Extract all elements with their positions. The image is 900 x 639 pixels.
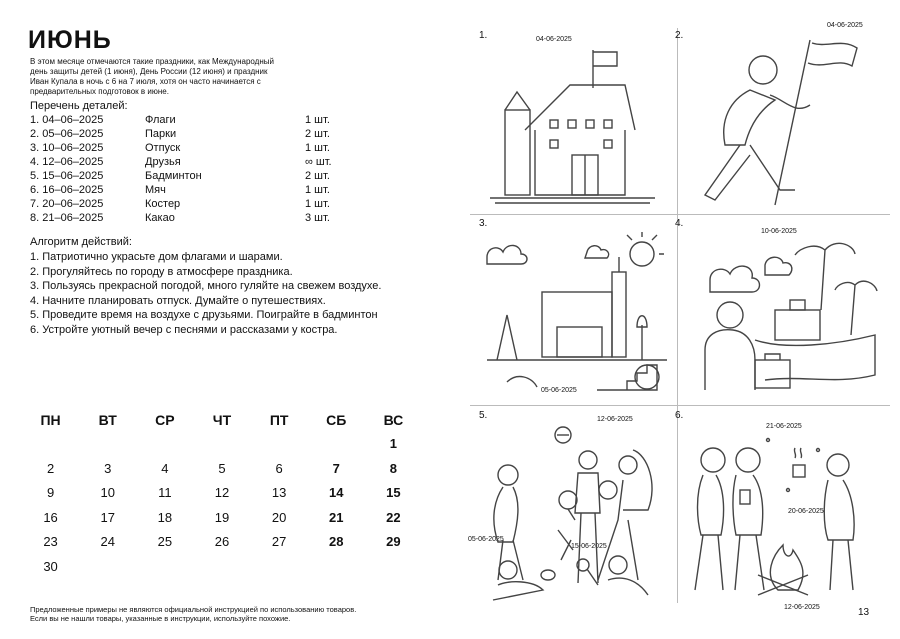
badminton-friends-illustration xyxy=(483,425,673,603)
part-number: 7. 20–06–2025 xyxy=(30,198,104,210)
calendar-day: 7 xyxy=(332,460,340,476)
calendar-day xyxy=(136,555,193,580)
calendar-day: 18 xyxy=(157,509,173,525)
date-label: 12-06-2025 xyxy=(784,604,820,611)
steps-list xyxy=(30,250,381,337)
hiker-with-flag-illustration xyxy=(695,35,875,210)
part-number: 8. 21–06–2025 xyxy=(30,212,104,224)
panel-number: 1. xyxy=(479,30,488,41)
month-intro: В этом месяце отмечаются такие праздники, как Международный день защиты детей (1 июня), День России (12 июня) и праздник Иван Купала в ночь с 6 на 7 июля, хотя он часто начинается с предварительных подготовок в июне. xyxy=(30,57,274,96)
calendar-day: 2 xyxy=(46,460,55,476)
calendar-day xyxy=(251,555,308,580)
weekday-label: ЧТ xyxy=(212,412,232,428)
house-with-flag-illustration xyxy=(490,40,660,210)
step-item: 1. Патриотично украсьте дом флагами и шарами. xyxy=(30,251,283,263)
calendar-day: 9 xyxy=(46,485,55,500)
calendar-day: 14 xyxy=(329,485,344,500)
parts-row xyxy=(30,156,370,170)
part-qty: 2 шт. xyxy=(305,128,330,140)
parts-row xyxy=(30,184,370,198)
parts-row xyxy=(30,128,370,142)
panel-divider-horizontal xyxy=(470,214,890,215)
calendar-week xyxy=(22,457,422,482)
calendar-day: 26 xyxy=(214,534,230,549)
vacation-planning-illustration xyxy=(695,240,880,400)
footer-line: Предложенные примеры не являются официальной инструкцией по использованию товаров. xyxy=(30,605,357,614)
part-name: Бадминтон xyxy=(145,170,202,182)
part-name: Отпуск xyxy=(145,142,181,154)
calendar-day: 5 xyxy=(218,460,226,476)
footer-note xyxy=(30,605,356,623)
calendar-day: 19 xyxy=(214,509,230,525)
date-label: 04-06-2025 xyxy=(536,36,572,43)
part-number: 4. 12–06–2025 xyxy=(30,156,104,168)
calendar-day xyxy=(136,432,193,457)
date-label: 04-06-2025 xyxy=(827,22,863,29)
calendar-day xyxy=(365,555,422,580)
calendar-day: 15 xyxy=(386,485,401,500)
panel-number: 5. xyxy=(479,410,488,421)
date-label: 10-06-2025 xyxy=(761,228,797,235)
part-name: Костер xyxy=(145,198,181,210)
part-qty: 1 шт. xyxy=(305,184,330,196)
calendar-day: 29 xyxy=(386,534,401,549)
date-label: 05-06-2025 xyxy=(468,536,504,543)
part-qty: 1 шт. xyxy=(305,142,330,154)
calendar-day: 10 xyxy=(100,485,115,500)
footer-line: Если вы не нашли товары, указанные в инструкции, используйте похожие. xyxy=(30,614,291,623)
calendar-day: 6 xyxy=(275,460,283,476)
calendar-day: 27 xyxy=(271,534,287,549)
parts-list xyxy=(30,114,370,226)
panel-number: 6. xyxy=(675,410,684,421)
step-item: 6. Устройте уютный вечер с песнями и рассказами у костра. xyxy=(30,323,338,336)
calendar-week xyxy=(22,432,422,457)
calendar-day: 16 xyxy=(43,509,58,525)
weekday-label: ВТ xyxy=(98,412,117,428)
weekday-label: ПТ xyxy=(269,412,289,428)
parts-row xyxy=(30,198,370,212)
part-number: 2. 05–06–2025 xyxy=(30,128,104,140)
calendar-day xyxy=(251,432,308,457)
part-qty: 3 шт. xyxy=(305,212,330,224)
calendar-day: 4 xyxy=(161,460,169,476)
calendar-day xyxy=(193,555,250,580)
part-name: Парки xyxy=(145,128,177,140)
part-name: Какао xyxy=(145,212,175,224)
step-item: 3. Пользуясь прекрасной погодой, много гуляйте на свежем воздухе. xyxy=(30,280,382,292)
part-qty: ∞ шт. xyxy=(305,156,332,168)
calendar-day xyxy=(193,432,250,457)
panel-divider-horizontal xyxy=(470,405,890,406)
part-name: Друзья xyxy=(145,156,181,168)
calendar-week xyxy=(22,530,422,555)
calendar-day: 17 xyxy=(100,509,115,525)
calendar-day: 12 xyxy=(214,485,230,500)
calendar-day: 30 xyxy=(43,558,58,574)
panel-number: 3. xyxy=(479,218,488,229)
calendar-day xyxy=(308,555,365,580)
weekday-label: ВС xyxy=(383,412,404,428)
page-number: 13 xyxy=(858,607,870,618)
calendar-week xyxy=(22,506,422,531)
campfire-illustration xyxy=(688,430,878,600)
calendar-day: 1 xyxy=(389,436,398,451)
part-qty: 2 шт. xyxy=(305,170,330,182)
parts-row xyxy=(30,114,370,128)
parts-row xyxy=(30,170,370,184)
calendar-day xyxy=(22,432,79,457)
calendar-day: 3 xyxy=(104,460,112,476)
calendar-day: 24 xyxy=(100,534,115,549)
calendar-day: 25 xyxy=(157,534,173,549)
panel-number: 2. xyxy=(675,30,684,41)
calendar-day: 23 xyxy=(43,534,58,549)
weekday-label: ПН xyxy=(40,412,61,428)
calendar-grid xyxy=(22,408,422,579)
part-number: 5. 15–06–2025 xyxy=(30,170,104,182)
part-number: 6. 16–06–2025 xyxy=(30,184,104,196)
calendar-day xyxy=(79,432,136,457)
part-qty: 1 шт. xyxy=(305,114,330,126)
date-label: 20-06-2025 xyxy=(788,508,824,515)
step-item: 4. Начните планировать отпуск. Думайте о путешествиях. xyxy=(30,294,326,307)
part-number: 1. 04–06–2025 xyxy=(30,114,104,126)
date-label: 21-06-2025 xyxy=(766,423,802,430)
part-name: Мяч xyxy=(145,184,166,196)
calendar-day: 22 xyxy=(386,509,401,525)
calendar-day: 11 xyxy=(158,485,172,500)
calendar-day xyxy=(79,555,136,580)
step-item: 2. Прогуляйтесь по городу в атмосфере праздника. xyxy=(30,265,293,278)
weekday-label: СР xyxy=(155,412,175,428)
part-qty: 1 шт. xyxy=(305,198,330,210)
calendar-day: 20 xyxy=(271,509,287,525)
weekday-label: СБ xyxy=(326,412,347,428)
parts-row xyxy=(30,142,370,156)
calendar-week xyxy=(22,481,422,506)
panel-number: 4. xyxy=(675,218,684,229)
calendar-day: 8 xyxy=(389,460,398,476)
parts-row xyxy=(30,212,370,226)
part-name: Флаги xyxy=(145,114,176,126)
steps-heading: Алгоритм действий: xyxy=(30,236,132,248)
parts-heading: Перечень деталей: xyxy=(30,100,128,112)
month-title: ИЮНЬ xyxy=(28,26,112,54)
calendar-day: 28 xyxy=(329,534,344,549)
date-label: 15-06-2025 xyxy=(571,543,607,550)
date-label: 12-06-2025 xyxy=(597,416,633,423)
panel-divider-vertical xyxy=(677,28,678,603)
step-item: 5. Проведите время на воздухе с друзьями. Поиграйте в бадминтон xyxy=(30,309,378,321)
calendar-weekdays xyxy=(22,408,422,432)
calendar-week xyxy=(22,555,422,580)
date-label: 05-06-2025 xyxy=(541,387,577,394)
calendar-day: 21 xyxy=(329,509,344,525)
calendar-day xyxy=(308,432,365,457)
city-park-illustration xyxy=(482,232,672,397)
calendar-day: 13 xyxy=(271,485,287,500)
part-number: 3. 10–06–2025 xyxy=(30,142,104,154)
